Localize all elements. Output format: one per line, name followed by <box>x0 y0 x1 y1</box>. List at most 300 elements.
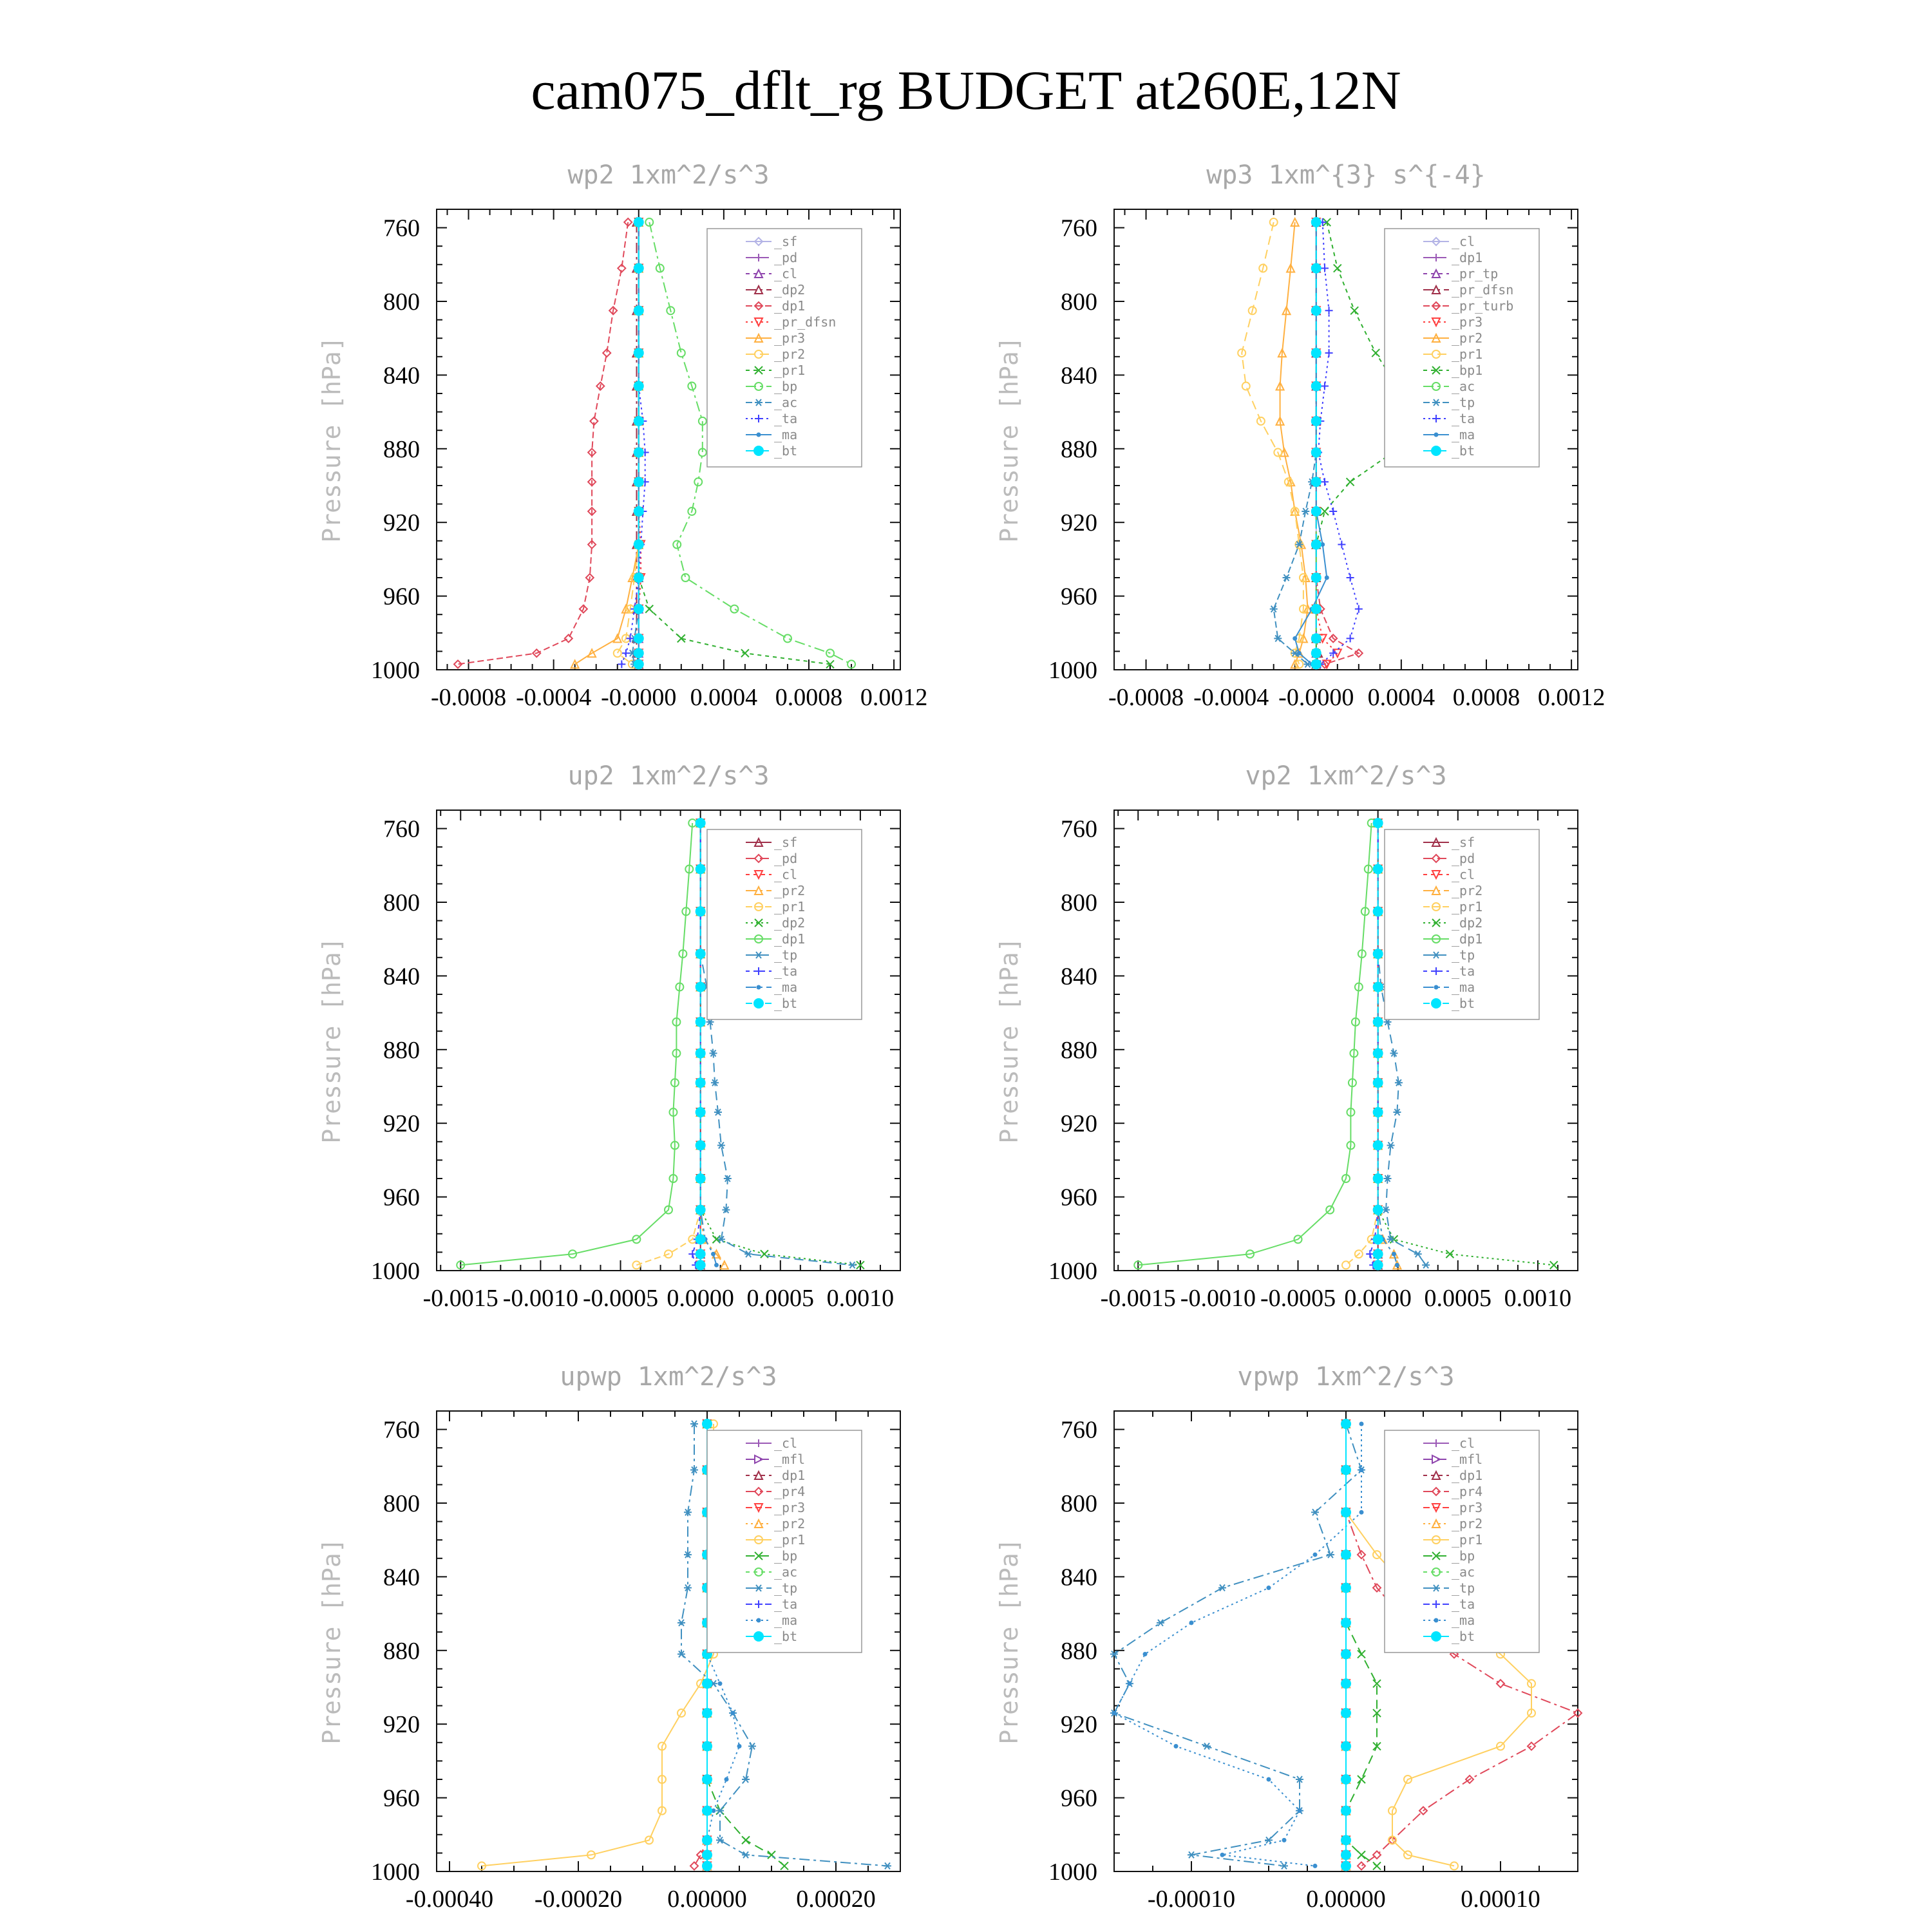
data-point-ma <box>1293 637 1296 640</box>
data-point-bt <box>634 540 643 549</box>
y-tick-label: 1000 <box>1048 1859 1097 1886</box>
y-tick-label: 920 <box>383 1711 420 1739</box>
x-tick-label: -0.0010 <box>502 1285 578 1312</box>
data-point-bt <box>1312 507 1321 516</box>
data-point-bt <box>1341 1679 1350 1688</box>
legend-label: _pd <box>774 851 798 866</box>
page-title: cam075_dflt_rg BUDGET at260E,12N <box>531 59 1401 121</box>
x-tick-label: 0.0000 <box>667 1285 734 1312</box>
series-line-ta <box>621 222 645 664</box>
data-point-ma <box>1298 1809 1302 1812</box>
data-point-ta <box>1366 1250 1374 1258</box>
y-axis-label: Pressure [hPa] <box>995 1538 1023 1745</box>
y-tick-label: 840 <box>383 1564 420 1591</box>
data-point-ma <box>1360 1511 1363 1514</box>
data-point-bt <box>1312 417 1321 426</box>
data-point-bt <box>703 1679 712 1688</box>
data-point-bt <box>1312 348 1321 357</box>
legend-marker <box>1432 1632 1441 1641</box>
series-line-ma <box>1114 1424 1361 1866</box>
legend-label: _pr4 <box>1452 1484 1483 1499</box>
data-point-ma <box>1175 1745 1178 1748</box>
data-point-bt <box>696 1249 705 1258</box>
legend-label: _pr1 <box>774 899 806 914</box>
x-tick-label: -0.00040 <box>405 1886 494 1913</box>
y-tick-label: 760 <box>1061 214 1097 242</box>
chart-panel-4 <box>995 761 1578 1312</box>
series-line-tp <box>1274 222 1316 664</box>
data-point-ta <box>688 1250 696 1258</box>
data-point-bt <box>696 865 705 874</box>
legend <box>707 829 862 1019</box>
x-tick-label: -0.0010 <box>1180 1285 1256 1312</box>
legend-marker <box>1435 433 1438 437</box>
legend-label: _ta <box>1452 963 1475 979</box>
series-line-ma <box>1295 222 1327 664</box>
y-tick-label: 960 <box>1061 1785 1097 1812</box>
data-point-ta <box>1321 265 1329 272</box>
data-point-pr2 <box>614 649 621 657</box>
data-point-bt <box>696 1078 705 1087</box>
data-point-bt <box>1341 1861 1350 1870</box>
y-tick-label: 880 <box>1061 1036 1097 1064</box>
legend-label: _cl <box>1452 867 1475 882</box>
data-point-ta <box>622 649 630 657</box>
legend-label: _ta <box>774 963 798 979</box>
legend-label: _dp2 <box>774 915 806 931</box>
legend-label: _cl <box>774 1435 798 1451</box>
legend-label: _bp <box>774 1548 798 1564</box>
series-line-pr1 <box>482 1424 714 1866</box>
data-point-bt <box>634 448 643 457</box>
series-line-tp <box>1114 1424 1361 1866</box>
data-point-bt <box>1341 1550 1350 1559</box>
data-point-bt <box>1341 1650 1350 1659</box>
chart-panel-5 <box>317 1362 900 1913</box>
data-point-ma <box>1190 1621 1193 1624</box>
panels-group <box>317 160 1605 1913</box>
data-point-bt <box>1341 1850 1350 1859</box>
data-point-bt <box>696 949 705 958</box>
data-point-bt <box>1312 264 1321 273</box>
legend-label: _pr2 <box>1452 1516 1483 1531</box>
y-tick-label: 760 <box>1061 815 1097 843</box>
y-tick-label: 840 <box>383 963 420 990</box>
x-tick-label: 0.0004 <box>1367 684 1435 711</box>
data-point-ma <box>1396 1264 1399 1267</box>
data-point-bt <box>703 1742 712 1751</box>
data-point-ma <box>712 1253 715 1256</box>
data-point-bt <box>696 1260 705 1269</box>
legend-label: _pr2 <box>1452 330 1483 346</box>
data-point-bp <box>742 1836 750 1844</box>
data-point-pr1 <box>1342 1261 1350 1269</box>
data-point-bt <box>1374 949 1383 958</box>
data-point-ma <box>1298 652 1301 655</box>
data-point-tp <box>717 1142 725 1149</box>
data-point-bt <box>696 1049 705 1058</box>
data-point-tp <box>1414 1251 1422 1257</box>
legend-label: _mfl <box>1452 1452 1483 1467</box>
data-point-tp <box>1270 606 1278 612</box>
data-point-bt <box>634 573 643 582</box>
legend-label: _ac <box>774 1564 798 1580</box>
legend-label: _bt <box>774 996 798 1011</box>
y-tick-label: 1000 <box>371 1859 420 1886</box>
data-point-ma <box>1283 1839 1286 1842</box>
data-point-bt <box>1374 1235 1383 1244</box>
x-tick-label: 0.00010 <box>1461 1886 1540 1913</box>
legend-label: _ma <box>1452 427 1475 442</box>
y-tick-label: 880 <box>383 435 420 463</box>
series-line-ta <box>692 823 701 1265</box>
data-point-tp <box>744 1251 752 1257</box>
data-point-bp <box>784 634 791 642</box>
data-point-bt <box>703 1419 712 1428</box>
y-tick-label: 960 <box>1061 583 1097 611</box>
data-point-tp <box>1283 574 1291 581</box>
x-tick-label: 0.00000 <box>1306 1886 1386 1913</box>
data-point-ma <box>1221 1853 1224 1857</box>
data-point-bt <box>1374 1206 1383 1215</box>
legend-label: _dp1 <box>774 931 806 947</box>
x-tick-label: -0.00020 <box>534 1886 623 1913</box>
data-point-bt <box>634 382 643 391</box>
legend-label: _pr_tp <box>1452 266 1499 281</box>
x-tick-label: -0.0005 <box>582 1285 659 1312</box>
x-tick-label: -0.0008 <box>430 684 507 711</box>
legend-label: _dp2 <box>1452 915 1483 931</box>
legend-label: _ma <box>774 1613 798 1628</box>
series-line-ta <box>1370 823 1378 1265</box>
data-point-bt <box>634 417 643 426</box>
data-point-bt <box>703 1835 712 1844</box>
data-point-bp <box>730 605 738 613</box>
y-tick-label: 960 <box>383 1184 420 1211</box>
data-point-bt <box>703 1850 712 1859</box>
series-line-pr-turb <box>1316 222 1359 664</box>
data-point-ta <box>1347 574 1354 582</box>
y-tick-label: 840 <box>383 362 420 390</box>
panel-title: upwp 1xm^2/s^3 <box>560 1362 777 1392</box>
y-tick-label: 960 <box>383 583 420 611</box>
legend <box>707 1430 862 1653</box>
data-point-bt <box>1312 218 1321 227</box>
x-tick-label: -0.0004 <box>1193 684 1269 711</box>
series-line-pr3 <box>575 222 639 664</box>
legend-marker <box>757 986 761 989</box>
data-point-bt <box>1374 819 1383 828</box>
data-point-bt <box>696 819 705 828</box>
y-tick-label: 920 <box>1061 1711 1097 1739</box>
data-point-bt <box>703 1775 712 1784</box>
legend-label: _cl <box>1452 1435 1475 1451</box>
legend-label: _pr1 <box>774 1532 806 1548</box>
legend-marker <box>757 433 761 437</box>
legend-label: _pr_dfsn <box>1452 282 1514 298</box>
data-point-bp1 <box>1321 507 1329 515</box>
data-point-bt <box>1374 1078 1383 1087</box>
panel-title: wp2 1xm^2/s^3 <box>567 160 770 190</box>
data-point-ma <box>1267 1586 1271 1589</box>
data-point-bt <box>1374 1249 1383 1258</box>
data-point-ma <box>1267 1778 1271 1781</box>
legend-marker <box>757 1619 761 1622</box>
legend-label: _ta <box>774 411 798 426</box>
legend-marker <box>1432 446 1441 455</box>
data-point-bp <box>781 1862 788 1870</box>
data-point-bp <box>1358 1651 1365 1658</box>
x-tick-label: 0.0008 <box>1452 684 1520 711</box>
legend-label: _pr2 <box>774 883 806 898</box>
y-tick-label: 880 <box>1061 1637 1097 1665</box>
data-point-ma <box>712 1809 715 1812</box>
data-point-bt <box>1312 634 1321 643</box>
data-point-bt <box>696 983 705 992</box>
legend-label: _ac <box>1452 379 1475 394</box>
data-point-ta <box>1329 507 1337 515</box>
y-axis-label: Pressure [hPa] <box>995 336 1023 543</box>
data-point-bp <box>1373 1862 1381 1870</box>
data-point-ma <box>1360 1423 1363 1426</box>
data-point-dp1 <box>565 634 573 642</box>
legend-label: _bt <box>774 443 798 459</box>
y-tick-label: 840 <box>1061 362 1097 390</box>
x-tick-label: -0.0004 <box>516 684 592 711</box>
data-point-pr4 <box>1497 1680 1504 1687</box>
data-point-bt <box>1341 1618 1350 1627</box>
x-tick-label: 0.0012 <box>1537 684 1605 711</box>
data-point-ta <box>618 660 625 668</box>
legend-label: _pr_turb <box>1452 298 1514 314</box>
legend-label: _ac <box>1452 1564 1475 1580</box>
y-tick-label: 960 <box>383 1785 420 1812</box>
x-tick-label: 0.0008 <box>775 684 843 711</box>
data-point-bt <box>1312 382 1321 391</box>
legend-label: _sf <box>774 234 798 249</box>
legend-label: _tp <box>1452 947 1475 963</box>
data-point-tp <box>1188 1852 1195 1858</box>
y-tick-label: 1000 <box>1048 1258 1097 1285</box>
y-axis-label: Pressure [hPa] <box>995 937 1023 1144</box>
data-point-bt <box>1374 1141 1383 1150</box>
data-point-bt <box>634 477 643 486</box>
data-point-bt <box>1341 1419 1350 1428</box>
data-point-bp1 <box>1350 307 1358 314</box>
y-tick-label: 800 <box>383 1490 420 1517</box>
data-point-bt <box>696 1018 705 1027</box>
series-line-dp1 <box>1138 823 1372 1265</box>
legend-marker <box>754 446 763 455</box>
data-point-pr4 <box>690 1862 698 1870</box>
data-point-ma <box>715 1264 718 1267</box>
data-point-bt <box>1312 306 1321 315</box>
legend-label: _mfl <box>774 1452 806 1467</box>
legend-label: _sf <box>774 835 798 850</box>
series-line-pr1 <box>1242 222 1303 664</box>
x-tick-label: -0.0000 <box>601 684 677 711</box>
chart-panel-2 <box>995 160 1605 711</box>
x-tick-label: 0.0004 <box>690 684 758 711</box>
data-point-bt <box>1312 540 1321 549</box>
data-point-tp <box>1327 1551 1334 1558</box>
data-point-ma <box>1314 1553 1317 1557</box>
data-point-bt <box>1374 1260 1383 1269</box>
legend-label: _ta <box>774 1596 798 1612</box>
legend-label: _cl <box>1452 234 1475 249</box>
y-axis-label: Pressure [hPa] <box>317 1538 346 1745</box>
data-point-bt <box>1341 1584 1350 1593</box>
legend-label: _tp <box>774 947 798 963</box>
y-tick-label: 960 <box>1061 1184 1097 1211</box>
data-point-bt <box>696 1206 705 1215</box>
x-tick-label: 0.00000 <box>667 1886 747 1913</box>
data-point-dp2 <box>1550 1261 1558 1269</box>
data-point-ma <box>1321 543 1324 546</box>
data-point-bt <box>634 605 643 614</box>
chart-panel-1 <box>317 160 927 711</box>
data-point-ta <box>1325 349 1333 357</box>
y-tick-label: 760 <box>383 214 420 242</box>
y-tick-label: 800 <box>1061 289 1097 316</box>
panel-title: vp2 1xm^2/s^3 <box>1245 761 1447 791</box>
data-point-ma <box>732 1712 735 1715</box>
data-point-ma <box>1360 1468 1363 1472</box>
legend-label: _dp1 <box>1452 250 1483 265</box>
data-point-bt <box>1312 605 1321 614</box>
chart-panel-3 <box>317 761 900 1312</box>
data-point-bt <box>696 1174 705 1183</box>
data-point-bt <box>703 1861 712 1870</box>
legend-marker <box>1435 986 1438 989</box>
y-tick-label: 920 <box>1061 509 1097 537</box>
data-point-ta <box>1355 605 1363 613</box>
series-line-pr1 <box>1346 823 1378 1265</box>
legend-label: _dp1 <box>1452 1468 1483 1483</box>
legend-label: _bp1 <box>1452 363 1483 378</box>
panel-title: vpwp 1xm^2/s^3 <box>1237 1362 1455 1392</box>
legend-label: _pr2 <box>774 346 806 362</box>
data-point-bt <box>703 1806 712 1815</box>
data-point-bt <box>1341 1806 1350 1815</box>
data-point-bt <box>1312 649 1321 658</box>
legend-label: _pr1 <box>1452 899 1483 914</box>
legend-label: _ta <box>1452 1596 1475 1612</box>
data-point-bt <box>703 1709 712 1718</box>
x-tick-label: 0.00020 <box>796 1886 876 1913</box>
legend-label: _tp <box>1452 1580 1475 1596</box>
legend-label: _pr1 <box>774 363 806 378</box>
y-tick-label: 1000 <box>1048 657 1097 684</box>
y-tick-label: 840 <box>1061 1564 1097 1591</box>
data-point-bt <box>634 649 643 658</box>
x-tick-label: -0.00010 <box>1147 1886 1236 1913</box>
x-tick-label: 0.0005 <box>746 1285 815 1312</box>
data-point-bt <box>1312 573 1321 582</box>
data-point-ta <box>1347 634 1354 642</box>
data-point-bp1 <box>1334 265 1341 272</box>
data-point-bt <box>634 507 643 516</box>
data-point-bt <box>1341 1775 1350 1784</box>
legend-label: _dp1 <box>774 298 806 314</box>
data-point-bt <box>1374 1018 1383 1027</box>
data-point-bp1 <box>1347 478 1354 486</box>
x-tick-label: 0.0000 <box>1344 1285 1412 1312</box>
panel-title: wp3 1xm^{3} s^{-4} <box>1206 160 1486 190</box>
legend-label: _ma <box>774 980 798 995</box>
data-point-ta <box>1321 383 1329 390</box>
data-point-tp <box>1280 1862 1288 1869</box>
data-point-ma <box>725 1778 728 1781</box>
data-point-bt <box>1341 1508 1350 1517</box>
legend-label: _pr3 <box>1452 314 1483 330</box>
chart-panel-6 <box>995 1362 1582 1913</box>
legend-label: _bt <box>774 1629 798 1644</box>
data-point-bt <box>1341 1742 1350 1751</box>
legend-label: _pr1 <box>1452 346 1483 362</box>
y-tick-label: 800 <box>383 889 420 916</box>
data-point-bt <box>1341 1466 1350 1475</box>
legend-label: _pr2 <box>1452 883 1483 898</box>
data-point-ma <box>738 1745 741 1748</box>
y-tick-label: 920 <box>383 1110 420 1138</box>
data-point-bt <box>696 907 705 916</box>
legend-label: _pd <box>774 250 798 265</box>
data-point-bp <box>681 574 689 582</box>
legend <box>1385 229 1539 467</box>
data-point-ma <box>1392 1253 1396 1256</box>
data-point-dp2 <box>761 1250 768 1258</box>
y-tick-label: 800 <box>383 289 420 316</box>
data-point-tp <box>1203 1743 1211 1750</box>
series-group <box>1238 218 1405 668</box>
data-point-tp <box>677 1620 685 1626</box>
data-point-pr1 <box>1242 383 1250 390</box>
data-point-bt <box>1341 1835 1350 1844</box>
x-tick-label: -0.0000 <box>1278 684 1354 711</box>
data-point-ta <box>1325 307 1333 314</box>
data-point-bt <box>634 634 643 643</box>
data-point-bt <box>634 218 643 227</box>
legend-label: _pd <box>1452 851 1475 866</box>
data-point-pr1 <box>645 605 653 613</box>
data-point-bt <box>1374 1108 1383 1117</box>
legend-label: _dp2 <box>774 282 806 298</box>
data-point-bp <box>1358 1851 1365 1859</box>
x-tick-label: 0.0005 <box>1424 1285 1492 1312</box>
legend-label: _ma <box>774 427 798 442</box>
legend-label: _sf <box>1452 835 1475 850</box>
y-tick-label: 920 <box>383 509 420 537</box>
legend <box>707 229 862 467</box>
y-tick-label: 840 <box>1061 963 1097 990</box>
y-axis-label: Pressure [hPa] <box>317 336 346 543</box>
y-tick-label: 880 <box>1061 435 1097 463</box>
x-tick-label: -0.0008 <box>1108 684 1184 711</box>
legend-label: _bt <box>1452 1629 1475 1644</box>
legend-label: _pr3 <box>774 330 806 346</box>
legend-label: _tp <box>774 1580 798 1596</box>
legend-label: _bp <box>1452 1548 1475 1564</box>
data-point-ma <box>1128 1682 1132 1685</box>
data-point-tp <box>849 1262 857 1268</box>
y-tick-label: 880 <box>383 1036 420 1064</box>
data-point-bt <box>1374 983 1383 992</box>
legend-label: _tp <box>1452 395 1475 410</box>
legend-label: _pr_dfsn <box>774 314 837 330</box>
data-point-ma <box>1325 576 1329 580</box>
data-point-bt <box>1312 659 1321 668</box>
